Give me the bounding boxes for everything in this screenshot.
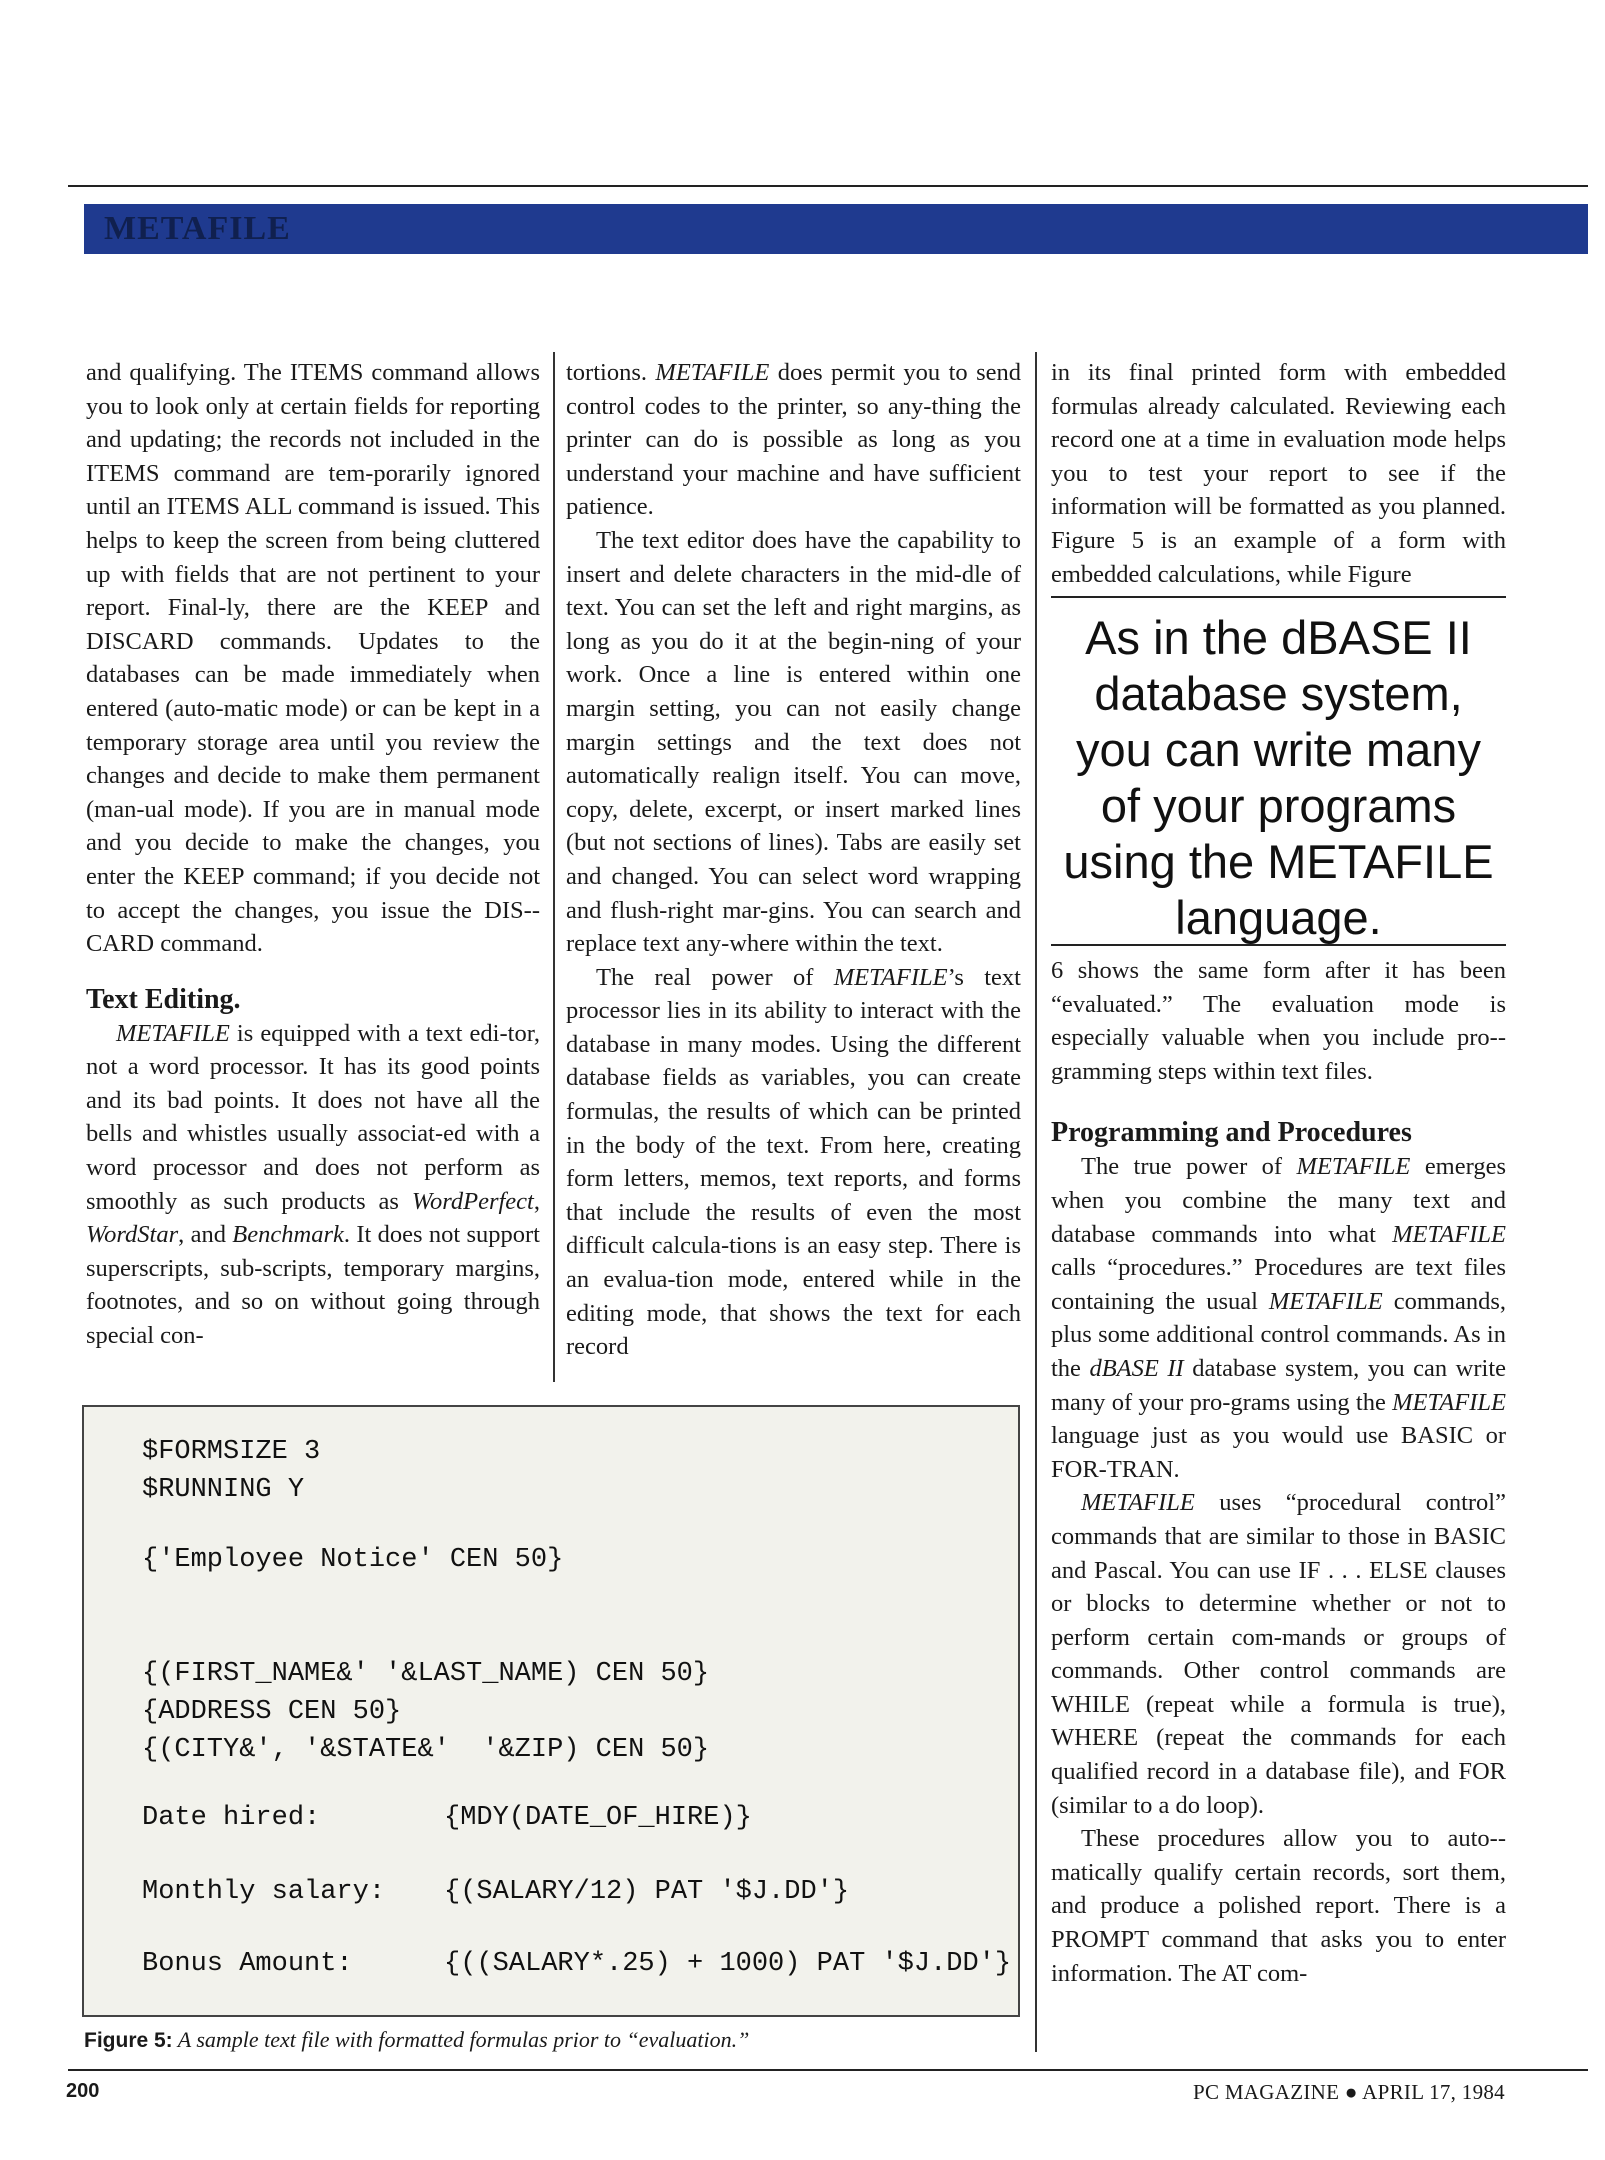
paragraph: These procedures allow you to auto-matically qualify certain records, sort them, and produce a polished report. There is a PROMPT command that asks you to enter information. The AT com- <box>1051 1825 1506 1987</box>
paragraph: METAFILE is equipped with a text edi-tor, not a word processor. It has its good points and its bad points. It does not have all the bells and whistles usually associat-ed with a word processor and does not perform as smoothly as such products as WordPerfect, WordStar, and Benchmark. It does not support superscripts, sub-scripts, temporary margins, footnotes, and so on without going through special con- <box>86 1019 540 1350</box>
bottom-rule <box>68 2069 1588 2071</box>
code-value: {((SALARY*.25) + 1000) PAT '$J.DD'} <box>444 1949 1012 1979</box>
code-label: Bonus Amount: <box>142 1949 353 1979</box>
code-line: {(FIRST_NAME&' '&LAST_NAME) CEN 50} <box>142 1659 710 1689</box>
column-1 <box>86 356 540 1353</box>
code-line: {(CITY&', '&STATE&' '&ZIP) CEN 50} <box>142 1735 710 1765</box>
pull-quote: As in the dBASE II database system, you can write many of your programs using the METAFILE language. <box>1051 596 1506 946</box>
paragraph: in its final printed form with embedded formulas already calculated. Reviewing each record one at a time in evaluation mode helps you to test your report to see if the information will be formatted as you planned. Figure 5 is an example of a form with embedded calculations, while Figure <box>1051 359 1506 588</box>
caption-label: Figure 5: <box>84 2029 173 2052</box>
code-label: Date hired: <box>142 1803 321 1833</box>
code-line: {'Employee Notice' CEN 50} <box>142 1545 564 1575</box>
paragraph: The real power of METAFILE’s text processor lies in its ability to interact with the database in many modes. Using the different database fields as variables, you can create formulas, the results of which can be printed in the body of the text. From here, creating form letters, memos, text reports, and forms that include the results of even the most difficult calcula-tions is an easy step. There is an evalua-tion mode, entered while in the editing mode, that shows the text for each record <box>566 963 1021 1361</box>
paragraph: and qualifying. The ITEMS command allows you to look only at certain fields for reporting and updating; the records not included in the ITEMS command are tem-porarily ignored until an ITEMS ALL command is issued. This helps to keep the screen from being cluttered up with fields that are not pertinent to your report. Final-ly, there are the KEEP and DISCARD commands. Updates to the databases can be made immediately when entered (auto-matic mode) or can be kept in a temporary storage area until you review the changes and decide to make them permanent (man-ual mode). If you are in manual mode and you decide to make the changes, you enter the KEEP command; if you decide not to accept the changes, you issue the DIS-CARD command. <box>86 359 540 958</box>
column-divider <box>1035 352 1037 2052</box>
code-value: {MDY(DATE_OF_HIRE)} <box>444 1803 752 1833</box>
section-title: METAFILE <box>104 210 291 247</box>
paragraph: tortions. METAFILE does permit you to send control codes to the printer, so any-thing the printer can do is possible as long as you understand your machine and have sufficient patience. <box>566 359 1021 521</box>
code-value: {(SALARY/12) PAT '$J.DD'} <box>444 1877 850 1907</box>
footer-magazine-date: PC MAGAZINE ● APRIL 17, 1984 <box>1193 2080 1505 2104</box>
heading-text-editing: Text Editing. <box>86 983 241 1015</box>
page-number: 200 <box>66 2080 100 2102</box>
code-line: {ADDRESS CEN 50} <box>142 1697 402 1727</box>
column-2 <box>566 356 1021 1364</box>
figure-caption <box>84 2025 1024 2056</box>
column-3-bottom <box>1051 954 1506 1990</box>
code-line: $FORMSIZE 3 <box>142 1437 321 1467</box>
paragraph: The text editor does have the capability to insert and delete characters in the mid-dle of text. You can set the left and right margins, as long as you do it at the begin-ning of your work. Once a line is entered within one margin setting, you can not easily change margin settings and the text does not automatically realign itself. You can move, copy, delete, excerpt, or insert marked lines (but not sections of lines). Tabs are easily set and changed. You can select word wrapping and flush-right mar-gins. You can search and replace text any-where within the text. <box>566 526 1021 958</box>
section-banner <box>84 204 1588 254</box>
code-line: $RUNNING Y <box>142 1475 305 1505</box>
column-3-top <box>1051 356 1506 591</box>
paragraph: 6 shows the same form after it has been “evaluated.” The evaluation mode is especially valuable when you include pro-gramming steps within text files. <box>1051 957 1506 1085</box>
heading-programming: Programming and Procedures <box>1051 1117 1412 1149</box>
paragraph: METAFILE uses “procedural control” commands that are similar to those in BASIC and Pascal. You can use IF . . . ELSE clauses or blocks to determine whether or not to perform certain com-mands or groups of commands. Other control commands are WHILE (repeat while a formula is true), WHERE (repeat the commands for each qualified record in a database file), and FOR (similar to a do loop). <box>1051 1489 1506 1819</box>
column-divider <box>553 352 555 1382</box>
code-label: Monthly salary: <box>142 1877 386 1907</box>
top-rule <box>68 185 1588 187</box>
figure-5-code-box <box>82 1405 1020 2017</box>
caption-text: A sample text file with formatted formulas prior to “evaluation.” <box>172 2027 750 2052</box>
paragraph: The true power of METAFILE emerges when you combine the many text and database commands into what METAFILE calls “procedures.” Procedures are text files containing the usual METAFILE commands, plus some additional control commands. As in the dBASE II database system, you can write many of your pro-grams using the METAFILE language just as you would use BASIC or FOR-TRAN. <box>1051 1153 1506 1483</box>
